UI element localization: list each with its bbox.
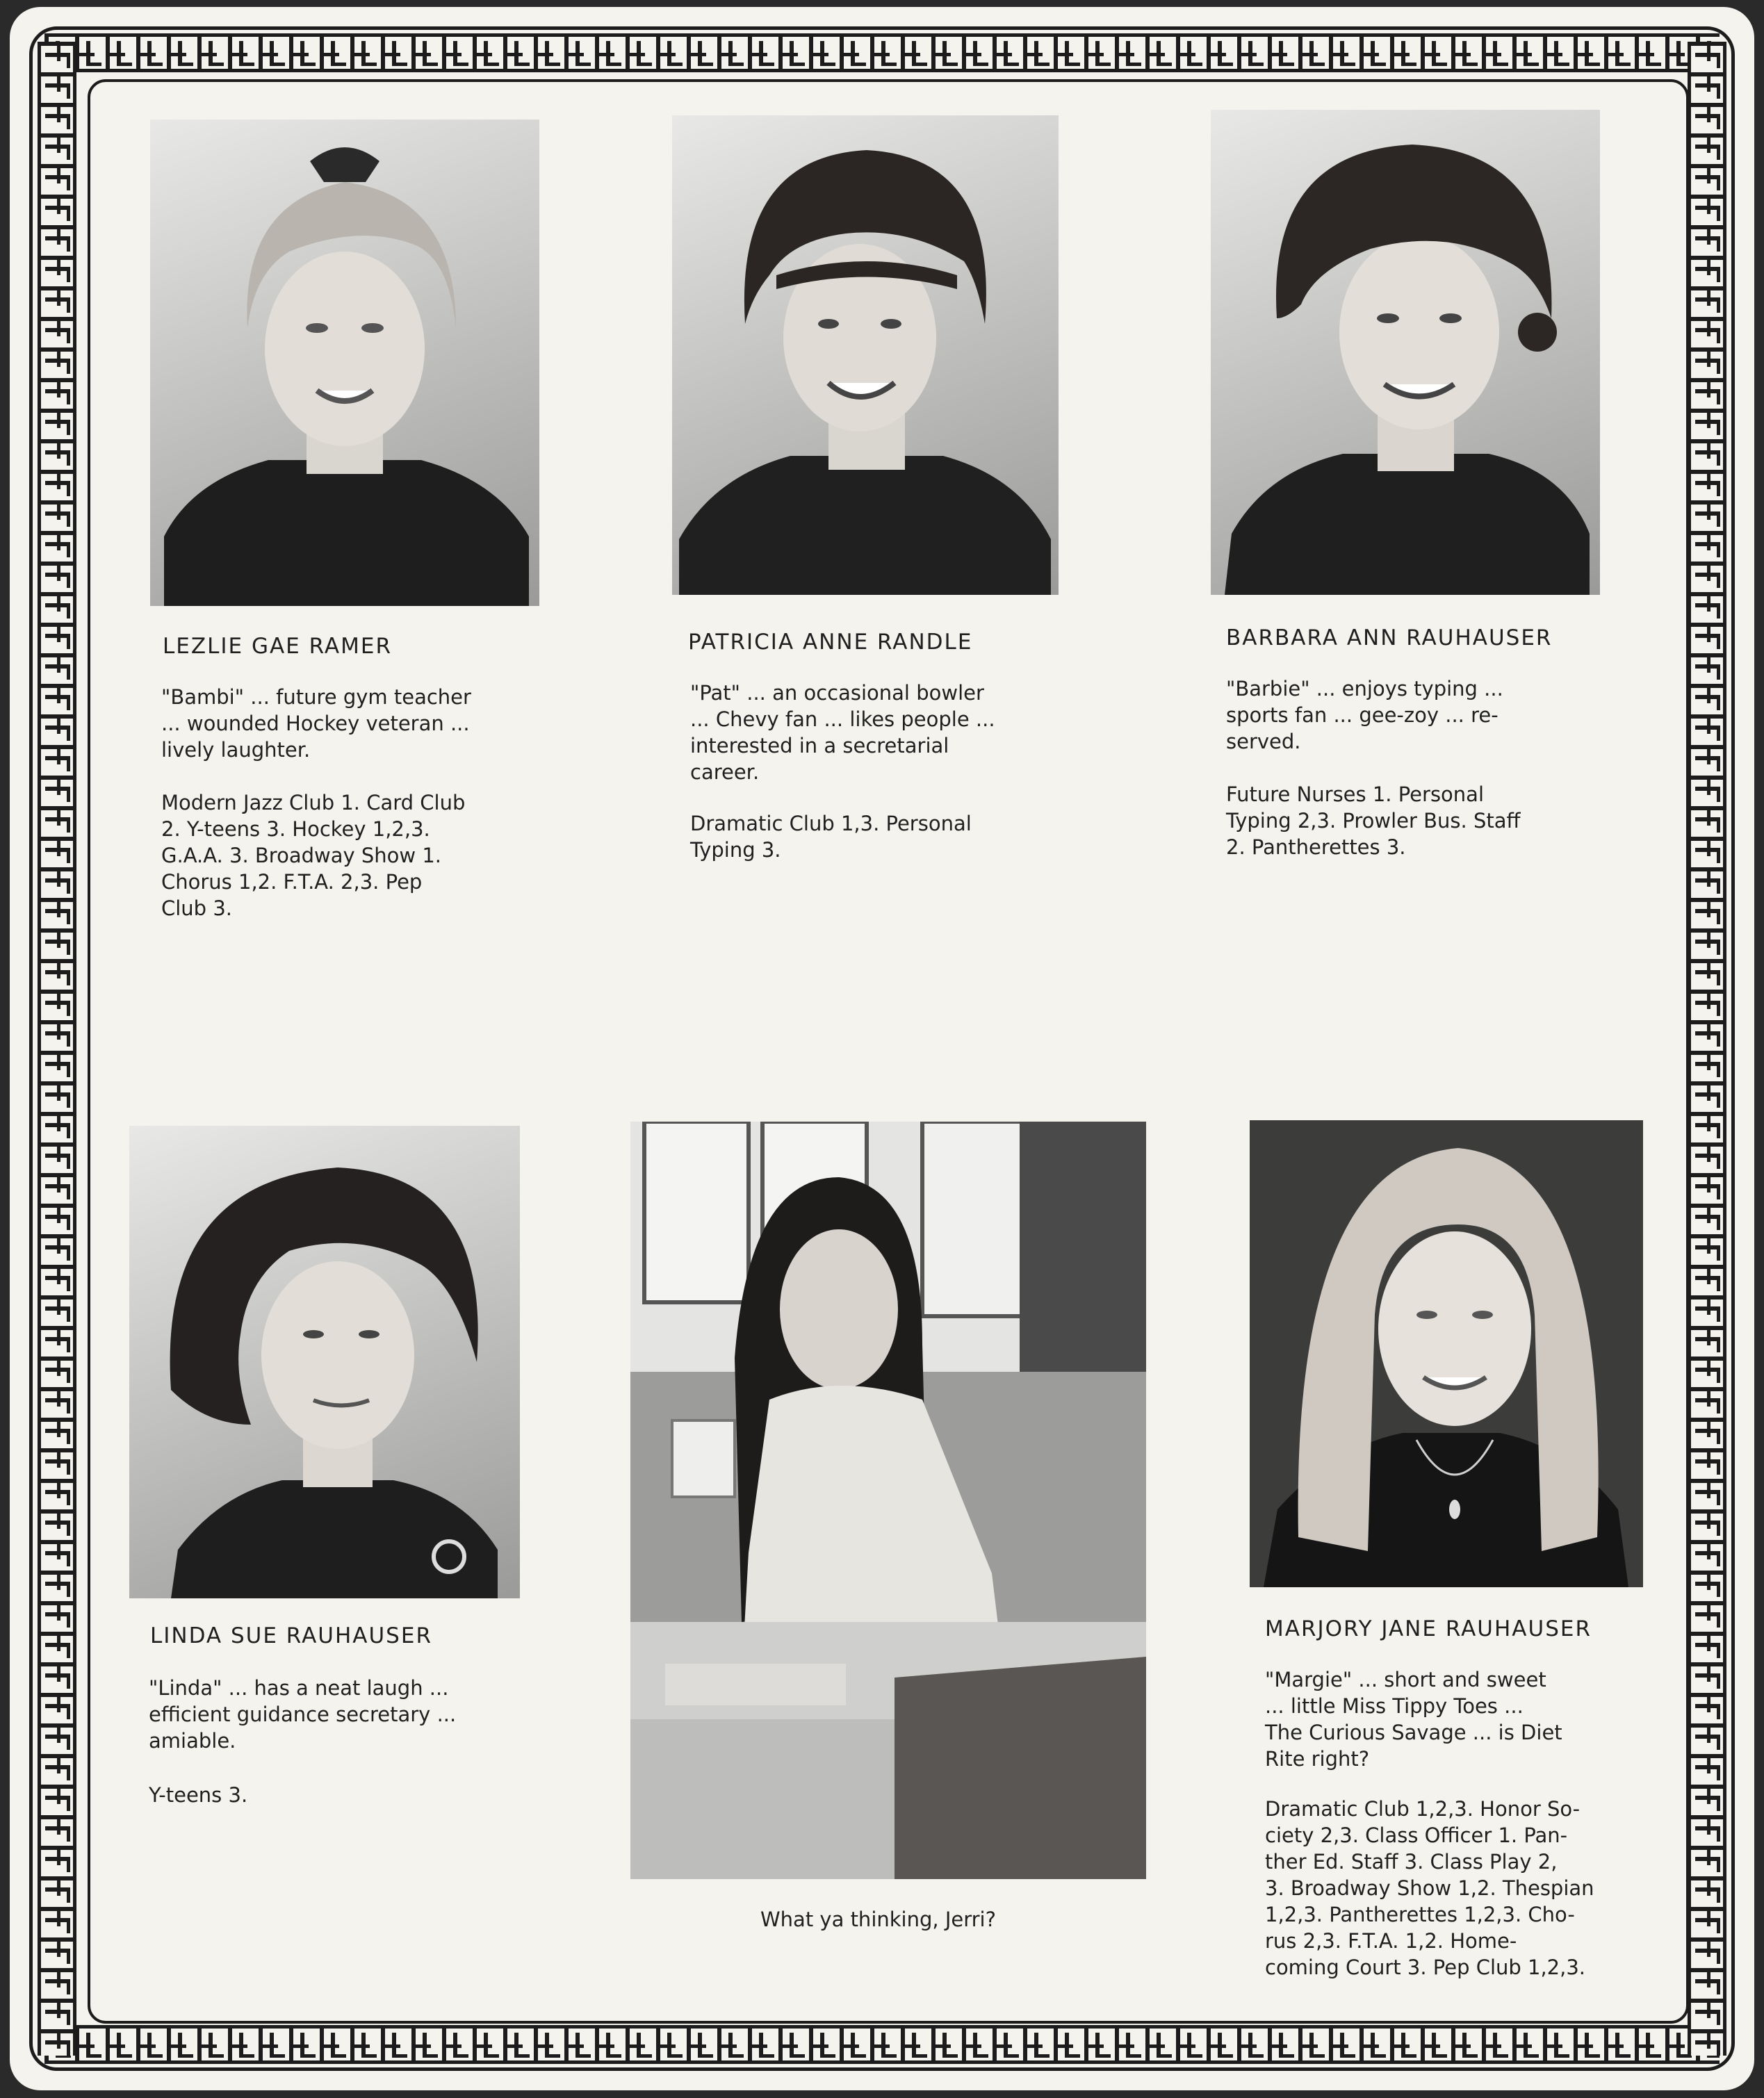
student-quote: "Bambi" ... future gym teacher ... wounded Hockey veteran ... lively laughter.: [161, 685, 471, 762]
student-activities: Dramatic Club 1,2,3. Honor So- ciety 2,3. Class Officer 1. Pan- ther Ed. Staff 3. Class Play 2, 3. Broadway Show 1,2. Thespian 1,2,3. Pantherettes 1,2,3. Cho- rus 2,3. F.T.A. 1,2. Home- coming Court 3. Pep Club 1,2,3.: [1265, 1797, 1594, 1979]
greek-key-border-right: [1688, 42, 1726, 2056]
student-name: MARJORY JANE RAUHAUSER: [1265, 1616, 1592, 1641]
portrait-photo-barbara: [1211, 110, 1600, 595]
portrait-photo-marjory: [1250, 1120, 1643, 1587]
candid-photo-jerri: [630, 1122, 1146, 1879]
student-name: LEZLIE GAE RAMER: [163, 634, 392, 659]
student-activities: Dramatic Club 1,3. Personal Typing 3.: [690, 812, 972, 862]
student-quote: "Pat" ... an occasional bowler ... Chevy fan ... likes people ... interested in a secretarial career.: [690, 681, 995, 784]
greek-key-border-left: [38, 42, 76, 2056]
greek-key-border-top: [44, 33, 1720, 72]
portrait-photo-lezlie: [150, 120, 539, 606]
student-activities: Y-teens 3.: [149, 1783, 248, 1807]
greek-key-border-bottom: [44, 2025, 1720, 2064]
student-name: BARBARA ANN RAUHAUSER: [1226, 625, 1553, 650]
student-quote: "Margie" ... short and sweet ... little Miss Tippy Toes ... The Curious Savage ... is Diet Rite right?: [1265, 1668, 1562, 1771]
portrait-photo-patricia: [672, 115, 1059, 595]
student-activities: Future Nurses 1. Personal Typing 2,3. Prowler Bus. Staff 2. Pantherettes 3.: [1226, 782, 1521, 859]
portrait-photo-linda: [129, 1126, 520, 1598]
student-activities: Modern Jazz Club 1. Card Club 2. Y-teens 3. Hockey 1,2,3. G.A.A. 3. Broadway Show 1. Chorus 1,2. F.T.A. 2,3. Pep Club 3.: [161, 791, 466, 920]
student-quote: "Barbie" ... enjoys typing ... sports fan ... gee-zoy ... re- served.: [1226, 677, 1503, 753]
student-quote: "Linda" ... has a neat laugh ... efficient guidance secretary ... amiable.: [149, 1676, 457, 1753]
student-name: LINDA SUE RAUHAUSER: [150, 1623, 432, 1648]
candid-caption: What ya thinking, Jerri?: [760, 1908, 997, 1931]
student-name: PATRICIA ANNE RANDLE: [688, 630, 973, 655]
